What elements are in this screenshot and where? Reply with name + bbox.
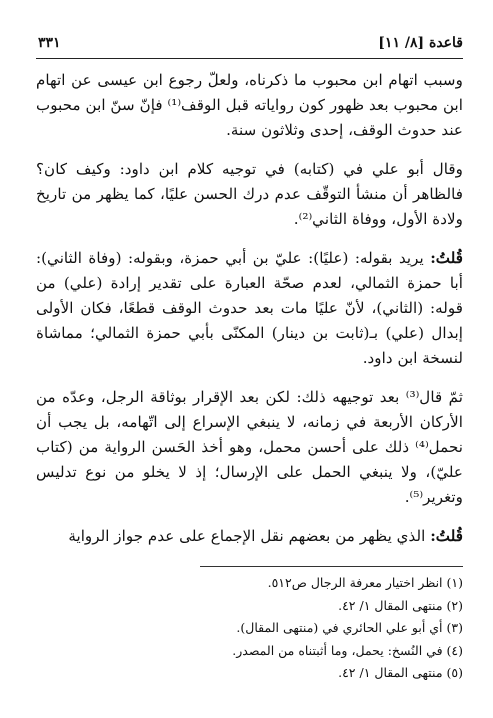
paragraph-text: وسبب اتهام ابن محبوب ما ذكرناه، ولعلّ رجوع ابن عيسى عن اتهام ابن محبوب بعد ظهور كون رواياته قبل الوقف⁽¹⁾ فإنّ سنّ ابن محبوب عند حدوث الوقف، إحدى وثلاثون سنة.: [36, 71, 463, 139]
qult-lead: قُلتُ:: [430, 527, 463, 545]
header-rule: [36, 58, 463, 59]
paragraph-1: [36, 68, 463, 143]
footnote: (٢) منتهى المقال ١/ ٤٢.: [338, 597, 463, 613]
paragraph-text: يريد بقوله: (عليًا): عليّ بن أبي حمزة، وبقوله: (وفاة الثاني): أبا حمزة الثمالي، لعدم صحّة العبارة على تقدير إرادة (علي) من قوله: (الثاني)، لأنّ عليًا مات بعد حدوث الوقف قطعًا، فكان الأولى إبدال (علي) بـ(ثابت بن دينار) المكنّى بأبي حمزة الثمالي؛ مماشاة لنسخة ابن داود.: [36, 249, 463, 367]
footnote: (٥) منتهى المقال ١/ ٤٢.: [338, 665, 463, 680]
footnote: (٤) في النُسخ: يحمل، وما أثبتناه من المصدر.: [232, 642, 463, 658]
paragraph-text: الذي يظهر من بعضهم نقل الإجماع على عدم جواز الرواية: [68, 527, 431, 545]
footnotes: [36, 572, 463, 685]
paragraph-3: [36, 246, 463, 371]
footnote-rule: [200, 566, 463, 567]
footnote: (٣) أي أبو علي الحائري في (منتهى المقال).: [236, 620, 463, 635]
paragraph-text: ثمّ قال⁽³⁾ بعد توجيهه ذلك: لكن بعد الإقرار بوثاقة الرجل، وعدّه من الأركان الأربعة في زمانه، لا ينبغي الإسراع إلى اتّهامه، بل يجب أن نحمل⁽⁴⁾ ذلك على أحسن محمل، وهو أخذ الحَسن الرواية من (كتاب عليّ)، ولا ينبغي الحمل على الإرسال؛ إذ لا يخلو من نوع تدليس وتغرير⁽⁵⁾.: [36, 388, 463, 506]
paragraph-5: [36, 524, 463, 549]
running-title: قاعدة [٨/ ١١]: [378, 35, 463, 51]
qult-lead: قُلتُ:: [430, 249, 463, 267]
page-number: ٣٣١: [38, 35, 61, 51]
main-text: [36, 68, 463, 563]
paragraph-2: [36, 157, 463, 232]
footnote: (١) انظر اختيار معرفة الرجال ص٥١٢.: [267, 575, 463, 590]
page-header: [38, 32, 463, 54]
paragraph-text: وقال أبو علي في (كتابه) في توجيه كلام ابن داود: وكيف كان؟ فالظاهر أن منشأ التوقّف عدم درك الحسن عليًا، كما يظهر من تاريخ ولادة الأول، ووفاة الثاني⁽²⁾.: [36, 160, 463, 228]
paragraph-4: [36, 385, 463, 510]
